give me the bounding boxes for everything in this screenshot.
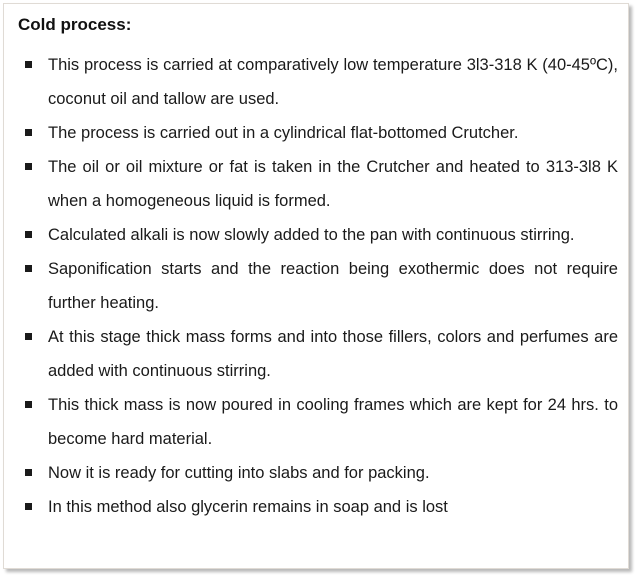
section-heading: Cold process: — [18, 15, 132, 34]
square-bullet-icon — [25, 129, 32, 136]
square-bullet-icon — [25, 231, 32, 238]
list-item — [4, 48, 628, 116]
list-item — [4, 252, 628, 320]
list-item-text: The oil or oil mixture or fat is taken in the Crutcher and heated to 313-3l8 K when a homogeneous liquid is formed. — [48, 158, 618, 210]
square-bullet-icon — [25, 163, 32, 170]
list-item — [4, 116, 628, 150]
list-item-text: Saponification starts and the reaction being exothermic does not require further heating. — [48, 260, 618, 312]
list-item-text: In this method also glycerin remains in soap and is lost — [48, 498, 448, 516]
list-item — [4, 320, 628, 388]
list-item-text: This thick mass is now poured in cooling frames which are kept for 24 hrs. to become hard material. — [48, 396, 618, 448]
list-item-text: The process is carried out in a cylindrical flat-bottomed Crutcher. — [48, 124, 519, 142]
list-item — [4, 150, 628, 218]
document-card — [3, 3, 629, 569]
list-item — [4, 456, 628, 490]
list-item — [4, 388, 628, 456]
square-bullet-icon — [25, 401, 32, 408]
square-bullet-icon — [25, 333, 32, 340]
list-item — [4, 218, 628, 252]
square-bullet-icon — [25, 265, 32, 272]
square-bullet-icon — [25, 61, 32, 68]
list-item-text: At this stage thick mass forms and into those fillers, colors and perfumes are added with continuous stirring. — [48, 328, 618, 380]
bullet-list — [4, 48, 628, 524]
list-item-text: Calculated alkali is now slowly added to the pan with continuous stirring. — [48, 226, 575, 244]
list-item-text: Now it is ready for cutting into slabs and for packing. — [48, 464, 430, 482]
list-item — [4, 490, 628, 524]
list-item-text: This process is carried at comparatively low temperature 3l3-318 K (40-45ºC), coconut oil and tallow are used. — [48, 56, 618, 108]
square-bullet-icon — [25, 503, 32, 510]
square-bullet-icon — [25, 469, 32, 476]
